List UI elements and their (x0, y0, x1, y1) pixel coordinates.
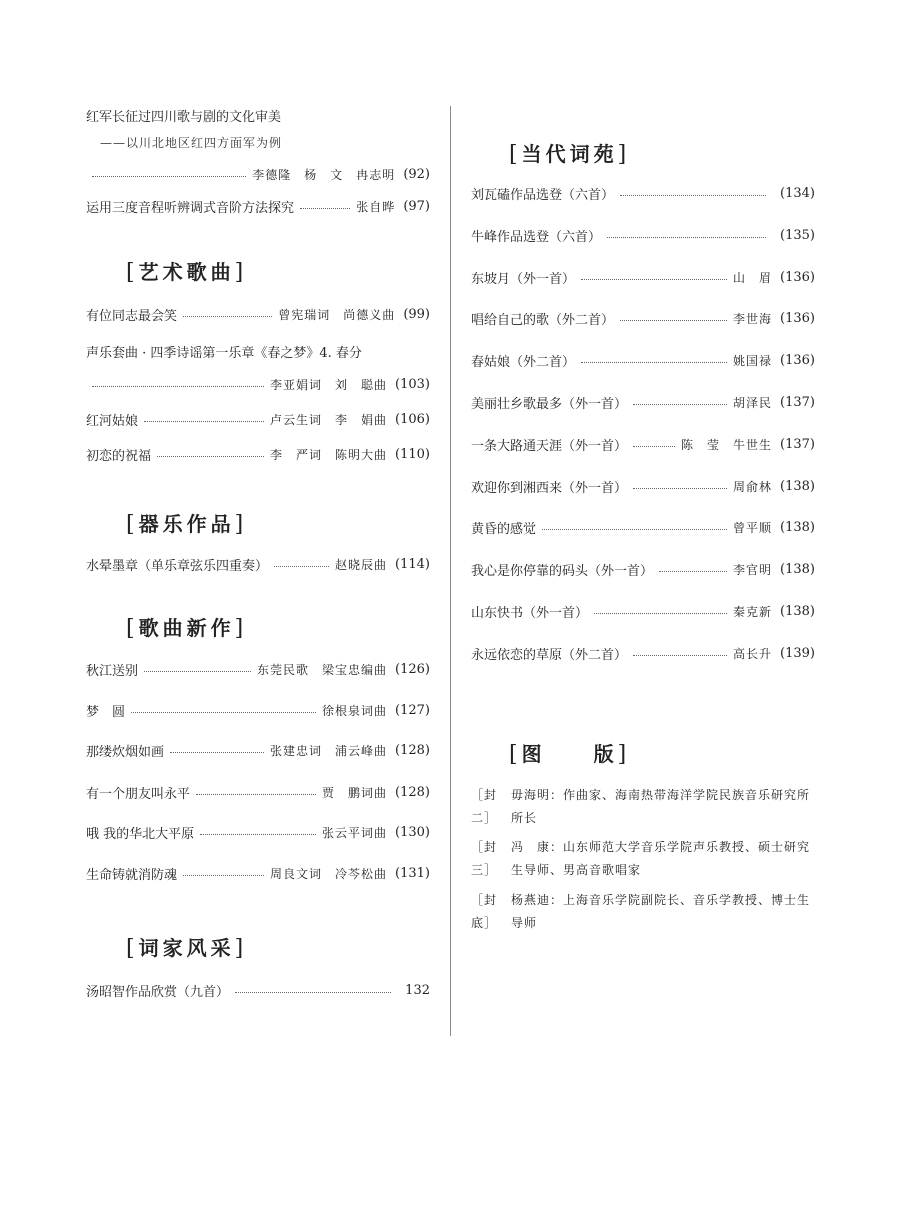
section-heading-new-songs: [歌曲新作] (126, 616, 248, 641)
toc-row[interactable] (86, 700, 430, 720)
toc-credit: 东莞民歌 梁宝忠编曲 (257, 662, 388, 677)
toc-credit: 秦克新 (733, 604, 773, 619)
leader-dots (92, 176, 246, 177)
leader-dots (131, 712, 316, 713)
toc-page: (138) (780, 603, 815, 619)
toc-title[interactable]: 红军长征过四川歌与剧的文化审美 (86, 110, 282, 125)
toc-title: 那缕炊烟如画 (86, 744, 165, 760)
toc-title: 哦 我的华北大平原 (86, 826, 195, 842)
toc-page: (128) (395, 742, 430, 758)
leader-dots (633, 488, 727, 489)
toc-title: 山东快书（外一首） (471, 605, 589, 621)
toc-row[interactable] (471, 308, 815, 328)
toc-credit: 卢云生词 李 娟曲 (270, 412, 388, 427)
toc-row[interactable] (86, 196, 430, 216)
toc-page: 132 (405, 982, 430, 998)
toc-page: (110) (395, 446, 430, 462)
plate-text: 毋海明：作曲家、海南热带海洋学院民族音乐研究所所长 (511, 788, 811, 825)
toc-page: (130) (395, 824, 430, 840)
toc-title: 汤昭智作品欣赏（九首） (86, 984, 230, 1000)
toc-page: (138) (780, 478, 815, 494)
leader-dots (659, 571, 727, 572)
leader-dots (633, 446, 675, 447)
toc-title: 运用三度音程听辨调式音阶方法探究 (86, 200, 295, 216)
leader-dots (300, 208, 350, 209)
toc-row[interactable] (471, 350, 815, 370)
toc-row[interactable] (471, 225, 815, 245)
toc-credit: 张自晔 (356, 199, 396, 214)
toc-page: (92) (403, 166, 430, 182)
toc-page: (126) (395, 661, 430, 677)
plate-entry (471, 836, 815, 882)
toc-credit: 周良文词 冷芩松曲 (270, 866, 388, 881)
section-heading-instrumental: [器乐作品] (126, 512, 248, 537)
toc-page: (138) (780, 561, 815, 577)
toc-row[interactable] (471, 392, 815, 412)
leader-dots (607, 237, 766, 238)
toc-row[interactable] (471, 559, 815, 579)
toc-credit: 姚国禄 (733, 353, 773, 368)
toc-title: 唱给自己的歌（外二首） (471, 312, 615, 328)
toc-credit: 贾 鹏词曲 (322, 785, 388, 800)
plate-tag: ［封二］ (471, 788, 498, 825)
toc-title: 牛峰作品选登（六首） (471, 229, 602, 245)
section-heading-contemporary: [当代词苑] (509, 142, 631, 167)
toc-page: (136) (780, 269, 815, 285)
toc-row[interactable] (86, 980, 430, 1000)
toc-page: (103) (395, 376, 430, 392)
toc-credit: 高长升 (733, 646, 773, 661)
leader-dots (542, 529, 727, 530)
leader-dots (196, 794, 316, 795)
toc-row[interactable] (86, 740, 430, 760)
toc-row[interactable] (86, 374, 430, 394)
toc-title: 美丽壮乡歌最多（外一首） (471, 396, 628, 412)
toc-credit: 曾宪瑞词 尚德义曲 (278, 307, 396, 322)
section-heading-plates: [图 版] (509, 742, 631, 767)
toc-row[interactable] (471, 183, 815, 203)
plate-entry (471, 784, 815, 830)
toc-title[interactable]: 声乐套曲 · 四季诗谣第一乐章《春之梦》4. 春分 (86, 346, 362, 361)
toc-page: (137) (780, 394, 815, 410)
section-heading-art-songs: [艺术歌曲] (126, 260, 248, 285)
plate-tag: ［封三］ (471, 840, 498, 877)
toc-page: (138) (780, 519, 815, 535)
toc-row[interactable] (86, 444, 430, 464)
leader-dots (620, 320, 727, 321)
toc-credit: 李德隆 杨 文 冉志明 (252, 167, 396, 182)
leader-dots (274, 566, 329, 567)
toc-row[interactable] (86, 554, 430, 574)
leader-dots (157, 456, 264, 457)
toc-page: (97) (403, 198, 430, 214)
leader-dots (170, 752, 264, 753)
toc-row[interactable] (86, 782, 430, 802)
leader-dots (92, 386, 264, 387)
toc-credit: 周俞林 (733, 479, 773, 494)
toc-credit: 张云平词曲 (322, 825, 388, 840)
plate-tag: ［封底］ (471, 893, 498, 930)
toc-title: 欢迎你到湘西来（外一首） (471, 480, 628, 496)
toc-page: (136) (780, 352, 815, 368)
leader-dots (183, 316, 272, 317)
toc-row[interactable] (471, 601, 815, 621)
toc-title: 红河姑娘 (86, 413, 139, 429)
toc-page: (137) (780, 436, 815, 452)
toc-row[interactable] (86, 863, 430, 883)
toc-title: 刘瓦磕作品选登（六首） (471, 187, 615, 203)
leader-dots (144, 671, 251, 672)
toc-credit: 赵晓辰曲 (335, 557, 388, 572)
toc-title: 有位同志最会笑 (86, 308, 178, 324)
toc-row[interactable] (471, 643, 815, 663)
leader-dots (633, 655, 727, 656)
leader-dots (620, 195, 766, 196)
toc-credit: 李亚娟词 刘 聪曲 (270, 377, 388, 392)
toc-title: 东坡月（外一首） (471, 271, 576, 287)
toc-row[interactable] (86, 822, 430, 842)
leader-dots (144, 421, 264, 422)
toc-credit: 李世海 (733, 311, 773, 326)
toc-title: 永远依恋的草原（外二首） (471, 647, 628, 663)
toc-page: (127) (395, 702, 430, 718)
toc-row[interactable] (471, 267, 815, 287)
leader-dots (183, 875, 264, 876)
toc-credit: 李官明 (733, 562, 773, 577)
toc-credit: 张建忠词 浦云峰曲 (270, 743, 388, 758)
leader-dots (594, 613, 727, 614)
toc-page: (114) (395, 556, 430, 572)
toc-credit: 陈 莹 牛世生 (681, 437, 773, 452)
toc-title: 初恋的祝福 (86, 448, 152, 464)
leader-dots (633, 404, 727, 405)
leader-dots (200, 834, 316, 835)
plate-text: 杨燕迪：上海音乐学院副院长、音乐学教授、博士生导师 (511, 893, 811, 930)
toc-credit: 曾平顺 (733, 520, 773, 535)
toc-row[interactable] (86, 304, 430, 324)
toc-page: (136) (780, 310, 815, 326)
leader-dots (581, 279, 727, 280)
toc-page: (128) (395, 784, 430, 800)
toc-page: (135) (780, 227, 815, 243)
toc-credit: 山 眉 (733, 270, 773, 285)
toc-title: 水晕墨章（单乐章弦乐四重奏） (86, 558, 269, 574)
toc-row[interactable] (86, 409, 430, 429)
toc-credit: 胡泽民 (733, 395, 773, 410)
plate-entry (471, 889, 815, 935)
toc-title: 生命铸就消防魂 (86, 867, 178, 883)
toc-title: 黄昏的感觉 (471, 521, 537, 537)
plate-text: 冯 康：山东师范大学音乐学院声乐教授、硕士研究生导师、男高音歌唱家 (511, 840, 811, 877)
toc-title: 秋江送别 (86, 663, 139, 679)
toc-page: (139) (780, 645, 815, 661)
toc-page: (134) (780, 185, 815, 201)
toc-title: 春姑娘（外二首） (471, 354, 576, 370)
toc-row[interactable] (471, 476, 815, 496)
toc-row[interactable] (471, 517, 815, 537)
leader-dots (235, 992, 391, 993)
toc-page: (131) (395, 865, 430, 881)
section-heading-lyricists: [词家风采] (126, 936, 248, 961)
toc-row[interactable] (86, 164, 430, 184)
toc-title: 一条大路通天涯（外一首） (471, 438, 628, 454)
toc-row[interactable] (471, 434, 815, 454)
toc-page: (106) (395, 411, 430, 427)
toc-title: 有一个朋友叫永平 (86, 786, 191, 802)
toc-credit: 徐根泉词曲 (322, 703, 388, 718)
column-divider (450, 106, 451, 1036)
toc-page: (99) (403, 306, 430, 322)
toc-title: 我心是你停靠的码头（外一首） (471, 563, 654, 579)
toc-row[interactable] (86, 659, 430, 679)
toc-credit: 李 严词 陈明大曲 (270, 447, 388, 462)
toc-subtitle: ——以川北地区红四方面军为例 (100, 136, 283, 150)
toc-title: 梦 圆 (86, 704, 126, 720)
leader-dots (581, 362, 727, 363)
